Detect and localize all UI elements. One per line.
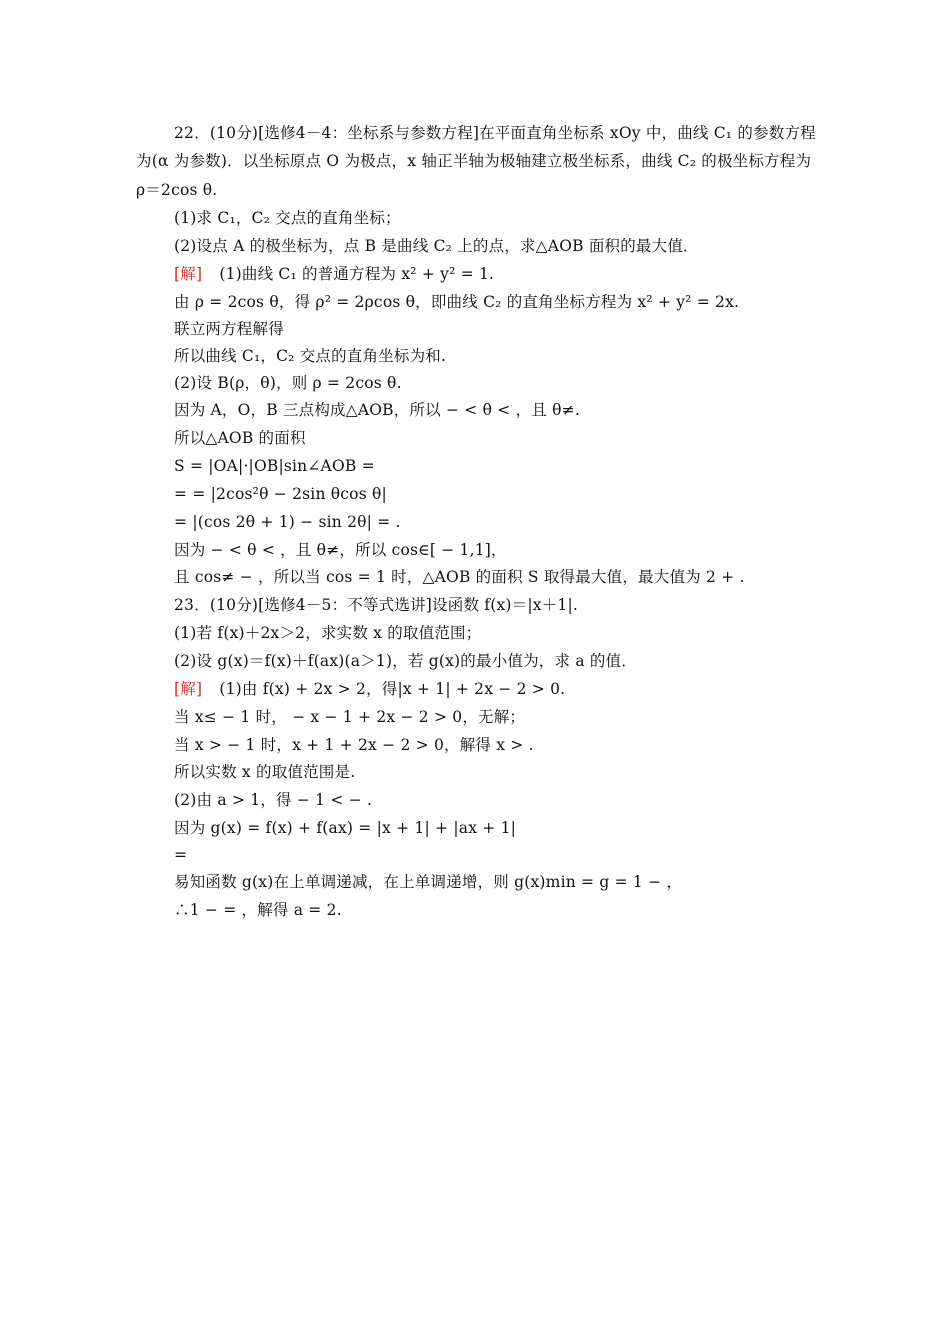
solution-23-line: ∴1 − = ，解得 a = 2. — [174, 901, 342, 919]
solution-22-line: 联立两方程解得 — [174, 320, 284, 338]
solution-23-first-text: (1)由 f(x) + 2x > 2，得|x + 1| + 2x − 2 > 0. — [219, 680, 566, 698]
solution-22-line: 因为 − < θ < ，且 θ≠，所以 cos∈[ − 1,1]， — [174, 541, 507, 559]
solution-23-line: 当 x≤ − 1 时， − x − 1 + 2x − 2 > 0，无解； — [174, 708, 526, 726]
problem-23-part-1: (1)若 f(x)＋2x＞2，求实数 x 的取值范围； — [174, 624, 482, 642]
solution-23-line: 当 x > − 1 时，x + 1 + 2x − 2 > 0，解得 x > . — [174, 736, 534, 754]
solution-marker: [解] — [174, 265, 203, 283]
problem-22-statement-line-2: 为(α 为参数)．以坐标原点 O 为极点，x 轴正半轴为极轴建立极坐标系，曲线 C₂ 的极坐标方程为 — [136, 152, 812, 170]
solution-23-line: 因为 g(x) = f(x) + f(ax) = |x + 1| + |ax + 1| — [174, 819, 517, 837]
solution-marker: [解] — [174, 680, 203, 698]
problem-22-statement-line-3: ρ＝2cos θ. — [136, 181, 218, 199]
solution-23-line: = — [174, 846, 188, 864]
solution-22-line: 且 cos≠ − ，所以当 cos = 1 时，△AOB 的面积 S 取得最大值，最大值为 2 + . — [174, 568, 745, 586]
problem-22-part-2: (2)设点 A 的极坐标为，点 B 是曲线 C₂ 上的点，求△AOB 面积的最大值． — [174, 237, 699, 255]
solution-22-first-line — [174, 264, 494, 284]
solution-22-line: = = |2cos²θ − 2sin θcos θ| — [174, 485, 387, 503]
solution-23-first-line — [174, 679, 565, 699]
problem-23-part-2: (2)设 g(x)＝f(x)＋f(ax)(a＞1)，若 g(x)的最小值为，求 a 的值． — [174, 652, 638, 670]
solution-22-line: 由 ρ = 2cos θ，得 ρ² = 2ρcos θ，即曲线 C₂ 的直角坐标方程为 x² + y² = 2x. — [174, 293, 740, 311]
problem-22-part-1: (1)求 C₁，C₂ 交点的直角坐标； — [174, 209, 401, 227]
solution-22-line: 所以△AOB 的面积 — [174, 429, 306, 447]
solution-22-line: S = |OA|·|OB|sin∠AOB = — [174, 457, 375, 475]
solution-23-line: (2)由 a > 1，得 − 1 < − . — [174, 791, 373, 809]
problem-22-statement-line-1: 22．(10分)[选修4－4：坐标系与参数方程]在平面直角坐标系 xOy 中，曲线 C₁ 的参数方程 — [174, 124, 816, 142]
solution-22-line: (2)设 B(ρ，θ)，则 ρ = 2cos θ. — [174, 374, 402, 392]
solution-22-line: 所以曲线 C₁，C₂ 交点的直角坐标为和. — [174, 347, 447, 365]
solution-23-line: 易知函数 g(x)在上单调递减，在上单调递增，则 g(x)min = g = 1 − ， — [174, 873, 683, 891]
solution-22-line: = |(cos 2θ + 1) − sin 2θ| = . — [174, 513, 401, 531]
solution-22-line: 因为 A，O，B 三点构成△AOB，所以 − < θ < ，且 θ≠. — [174, 401, 580, 419]
solution-23-line: 所以实数 x 的取值范围是. — [174, 763, 356, 781]
problem-23-statement: 23．(10分)[选修4－5：不等式选讲]设函数 f(x)＝|x＋1|. — [174, 596, 579, 614]
solution-22-first-text: (1)曲线 C₁ 的普通方程为 x² + y² = 1. — [219, 265, 495, 283]
